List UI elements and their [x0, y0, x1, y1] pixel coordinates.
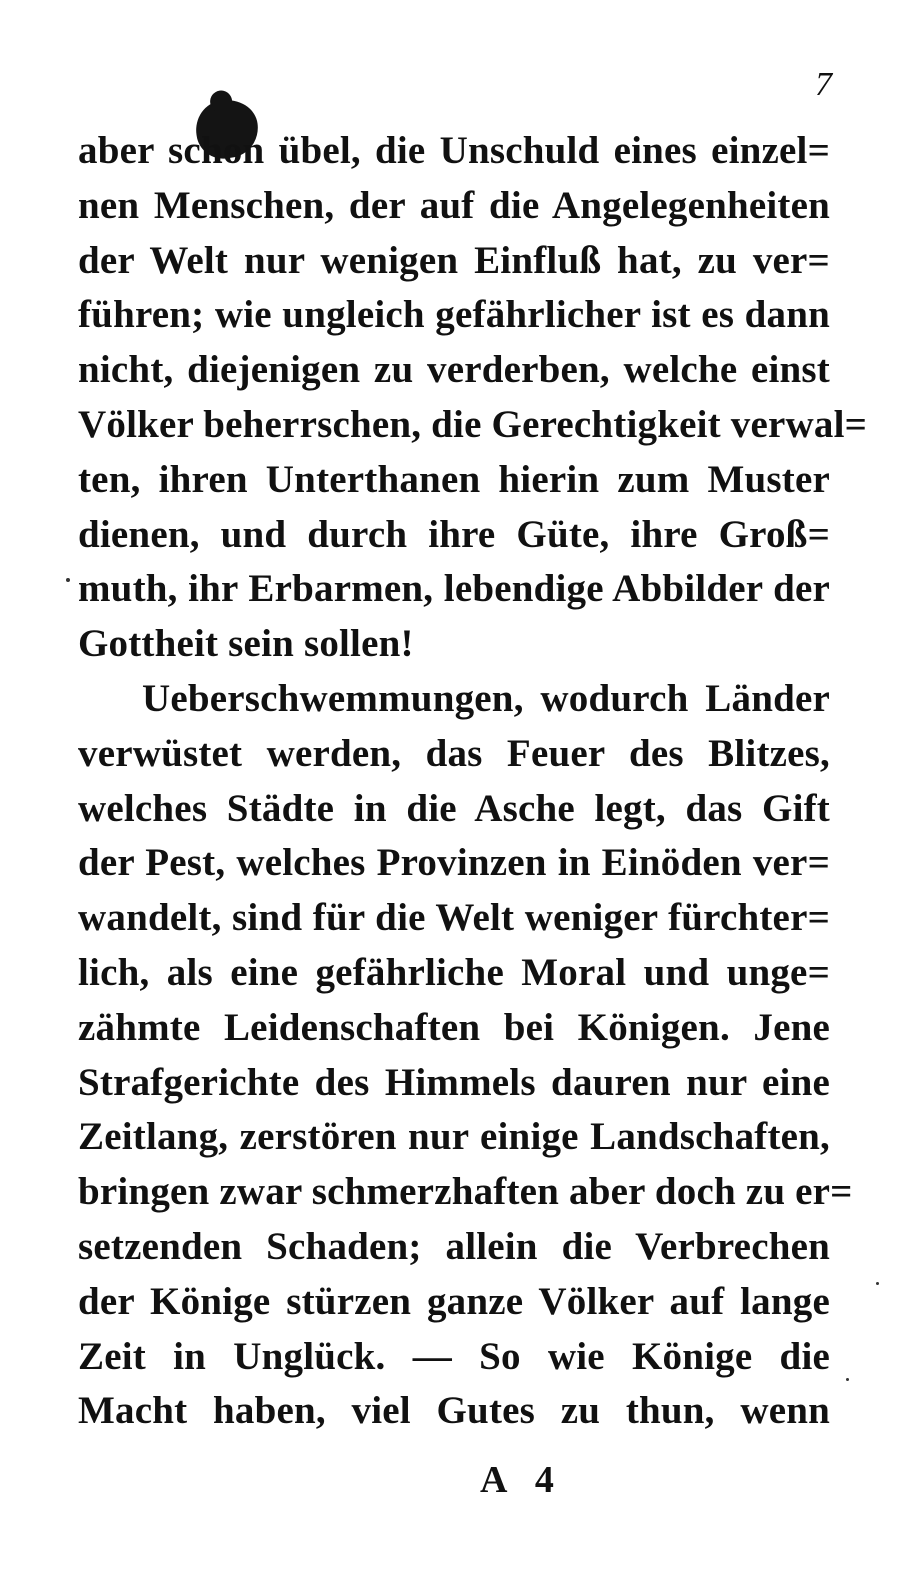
text-line: verwüstet werden, das Feuer des Blitzes,	[78, 731, 830, 775]
text-line: ten, ihren Unterthanen hierin zum Muster	[78, 457, 830, 501]
text-line: Gottheit sein sollen!	[78, 622, 414, 666]
paragraph-1	[78, 124, 868, 672]
text-line: aber schon übel, die Unschuld eines einzel=	[78, 129, 830, 172]
text-line: Ueberschwemmungen, wodurch Länder	[142, 676, 830, 720]
text-line: Zeit in Unglück. — So wie Könige die	[78, 1334, 830, 1378]
text-line: führen; wie ungleich gefährlicher ist es dann	[78, 293, 830, 337]
text-line: setzenden Schaden; allein die Verbrechen	[78, 1224, 830, 1268]
text-line: wandelt, sind für die Welt weniger fürchter=	[78, 896, 830, 940]
paper-speck	[846, 1378, 849, 1381]
text-line: nicht, diejenigen zu verderben, welche einst	[78, 348, 830, 392]
paragraph-2	[78, 672, 853, 1439]
text-line: lich, als eine gefährliche Moral und unge=	[78, 950, 830, 994]
signature-mark: A 4	[480, 1459, 564, 1501]
text-line: welches Städte in die Asche legt, das Gift	[78, 786, 830, 830]
body-text	[78, 124, 868, 1439]
paper-speck	[876, 1282, 879, 1285]
text-line: Strafgerichte des Himmels dauren nur eine	[78, 1060, 830, 1104]
text-line: muth, ihr Erbarmen, lebendige Abbilder der	[78, 567, 830, 611]
text-line: Völker beherrschen, die Gerechtigkeit verwal=	[78, 402, 868, 446]
text-line: Macht haben, viel Gutes zu thun, wenn	[78, 1389, 830, 1433]
text-line: bringen zwar schmerzhaften aber doch zu er=	[78, 1170, 853, 1214]
text-line: Zeitlang, zerstören nur einige Landschaften,	[78, 1115, 830, 1159]
text-line: zähmte Leidenschaften bei Königen. Jene	[78, 1005, 830, 1049]
text-line: dienen, und durch ihre Güte, ihre Groß=	[78, 512, 830, 556]
text-line: der Pest, welches Provinzen in Einöden ver=	[78, 841, 830, 885]
page-number: 7	[815, 66, 832, 103]
paper-speck	[66, 578, 70, 582]
text-line: der Könige stürzen ganze Völker auf lange	[78, 1279, 830, 1323]
text-line: der Welt nur wenigen Einfluß hat, zu ver=	[78, 238, 830, 282]
text-line: nen Menschen, der auf die Angelegenheiten	[78, 183, 830, 227]
